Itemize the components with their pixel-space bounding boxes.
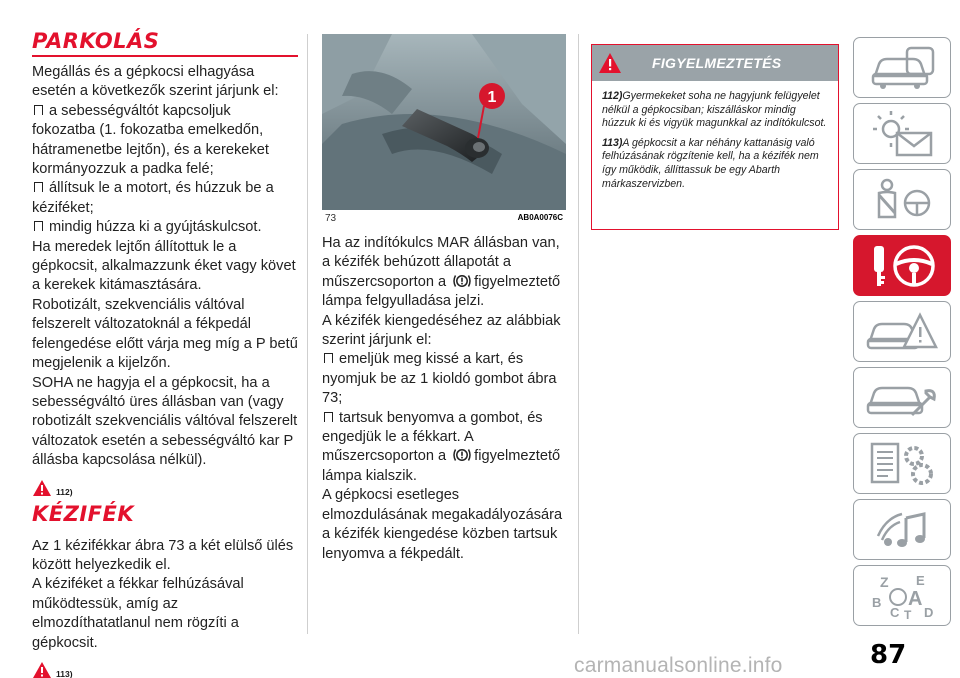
tab-starting-driving[interactable] [853,235,951,296]
paragraph: Robotizált, szekvenciális váltóval felszerelt változatoknál a fékpedál felengedése előtt várja meg míg a P betű megjelenik a kijelzőn. [32,296,298,372]
column-divider [307,34,308,634]
warning-box-body [592,81,838,191]
paragraph: A kéziféket a fékkar felhúzásával működtessük, amíg az elmozdíthatatlanul nem rögzíti a gépkocsit. [32,576,244,651]
key-steering-wheel-icon [866,242,938,290]
car-wrench-icon [866,375,938,421]
svg-text:Z: Z [880,573,889,590]
warning-item: 112)Gyermekeket soha ne hagyjunk felügyelet nélkül a gépkocsiban; kiszálláskor mindig húzzuk ki és vigyük magunkkal az indítókulcsot. [602,90,827,130]
column-warnings [591,44,839,230]
svg-text:A: A [908,587,923,610]
watermark: carmanualsonline.info [574,654,783,677]
tab-multimedia[interactable] [853,499,951,560]
warning-box [591,44,839,230]
music-note-icon [866,506,938,554]
column-divider [578,34,579,634]
page-number: 87 [870,640,907,670]
paragraph: SOHA ne hagyja el a gépkocsit, ha a sebességváltó üres állásban van (vagy robotizált szekvenciális váltóval felszerelt változatok esetén a sebességváltó kar P állásba kapcsolása nélkül). [32,374,298,469]
tab-emergency[interactable] [853,301,951,362]
svg-text:B: B [872,594,882,610]
tab-maintenance[interactable] [853,367,951,428]
warning-reference[interactable] [32,477,298,497]
figure-code: AB0A0076C [517,213,563,222]
column-parking [32,30,298,678]
warning-box-title: FIGYELMEZTETÉS [652,55,782,71]
car-icon [867,46,937,90]
paragraph: Ha meredek lejtőn állítottuk le a gépkocsit, alkalmazzunk éket vagy követ a kerekek kitámasztására. [32,238,296,294]
document-gears-icon [866,440,938,488]
svg-text:E: E [916,572,925,588]
paragraph: Ha az indítókulcs MAR állásban van, a kézifék behúzott állapotát a műszercsoporton a figyelmeztető lámpa felgyulladása jelzi. [322,235,561,310]
bullet-icon [324,353,333,363]
list-item: tartsuk benyomva a gombot, és engedjük le a fékkart. A műszercsoporton a figyelmeztető lámpa kialszik. [322,409,561,484]
svg-text:C: C [890,604,900,620]
bullet-icon [34,182,43,192]
warning-item: 113)A gépkocsit a kar néhány kattanásig való felhúzásának rögzítenie kell, ha a kézifék nem így működik, állíttassuk be egy Abarth márkaszervizben. [602,136,819,190]
alphabet-index-icon [866,571,938,621]
light-envelope-icon [867,111,937,157]
warning-reference[interactable] [32,659,298,678]
figure-number: 73 [325,213,337,224]
car-warning-icon [866,309,938,355]
seatbelt-icon [867,177,937,223]
paragraph: Az 1 kézifékkar ábra 73 a két elülső ülés között helyezkedik el. [32,537,294,573]
section-title-handbrake: KÉZIFÉK [32,501,135,526]
bullet-icon [34,221,43,231]
section-title-parking: PARKOLÁS [32,29,160,53]
brake-warning-lamp-icon [452,273,472,289]
list-item: állítsuk le a motort, és húzzuk be a kéziféket; [32,180,274,216]
intro-paragraph: Megállás és a gépkocsi elhagyása esetén a következők szerint járjunk el: [32,64,279,100]
handbrake-figure [322,34,566,210]
warning-ref-number: 112) [56,486,73,497]
warning-triangle-icon [32,661,52,678]
warning-box-header [592,45,838,81]
tab-index[interactable] [853,565,951,626]
tab-warning-lights[interactable] [853,103,951,164]
figure-caption [322,213,566,224]
brake-warning-lamp-icon [452,447,472,463]
list-item: emeljük meg kissé a kart, és nyomjuk be az 1 kioldó gombot ábra 73; [322,351,557,407]
svg-text:D: D [924,604,934,620]
warning-triangle-icon [598,52,622,74]
bullet-icon [34,105,43,115]
warning-ref-number: 113) [56,668,73,678]
tab-safety[interactable] [853,169,951,230]
paragraph: A kézifék kiengedéséhez az alábbiak szerint járjunk el: [322,312,561,349]
paragraph: A gépkocsi esetleges elmozdulásának megakadályozására a kézifék kiengedése közben tartsuk lenyomva a fékpedált. [322,487,563,562]
tab-car-overview[interactable] [853,37,951,98]
callout-label: 1 [487,89,497,106]
warning-triangle-icon [32,479,52,497]
title-underline [32,55,298,57]
list-item: a sebességváltót kapcsoljuk fokozatba (1. fokozatba emelkedőn, hátramenetbe lejtőn), és a kerekeket kormányozzuk a padka felé; [32,102,269,178]
column-handbrake [322,34,566,564]
list-item: mindig húzza ki a gyújtáskulcsot. [32,218,298,237]
tab-technical-data[interactable] [853,433,951,494]
svg-text:T: T [904,607,912,621]
handbrake-illustration [322,34,566,210]
bullet-icon [324,412,333,422]
